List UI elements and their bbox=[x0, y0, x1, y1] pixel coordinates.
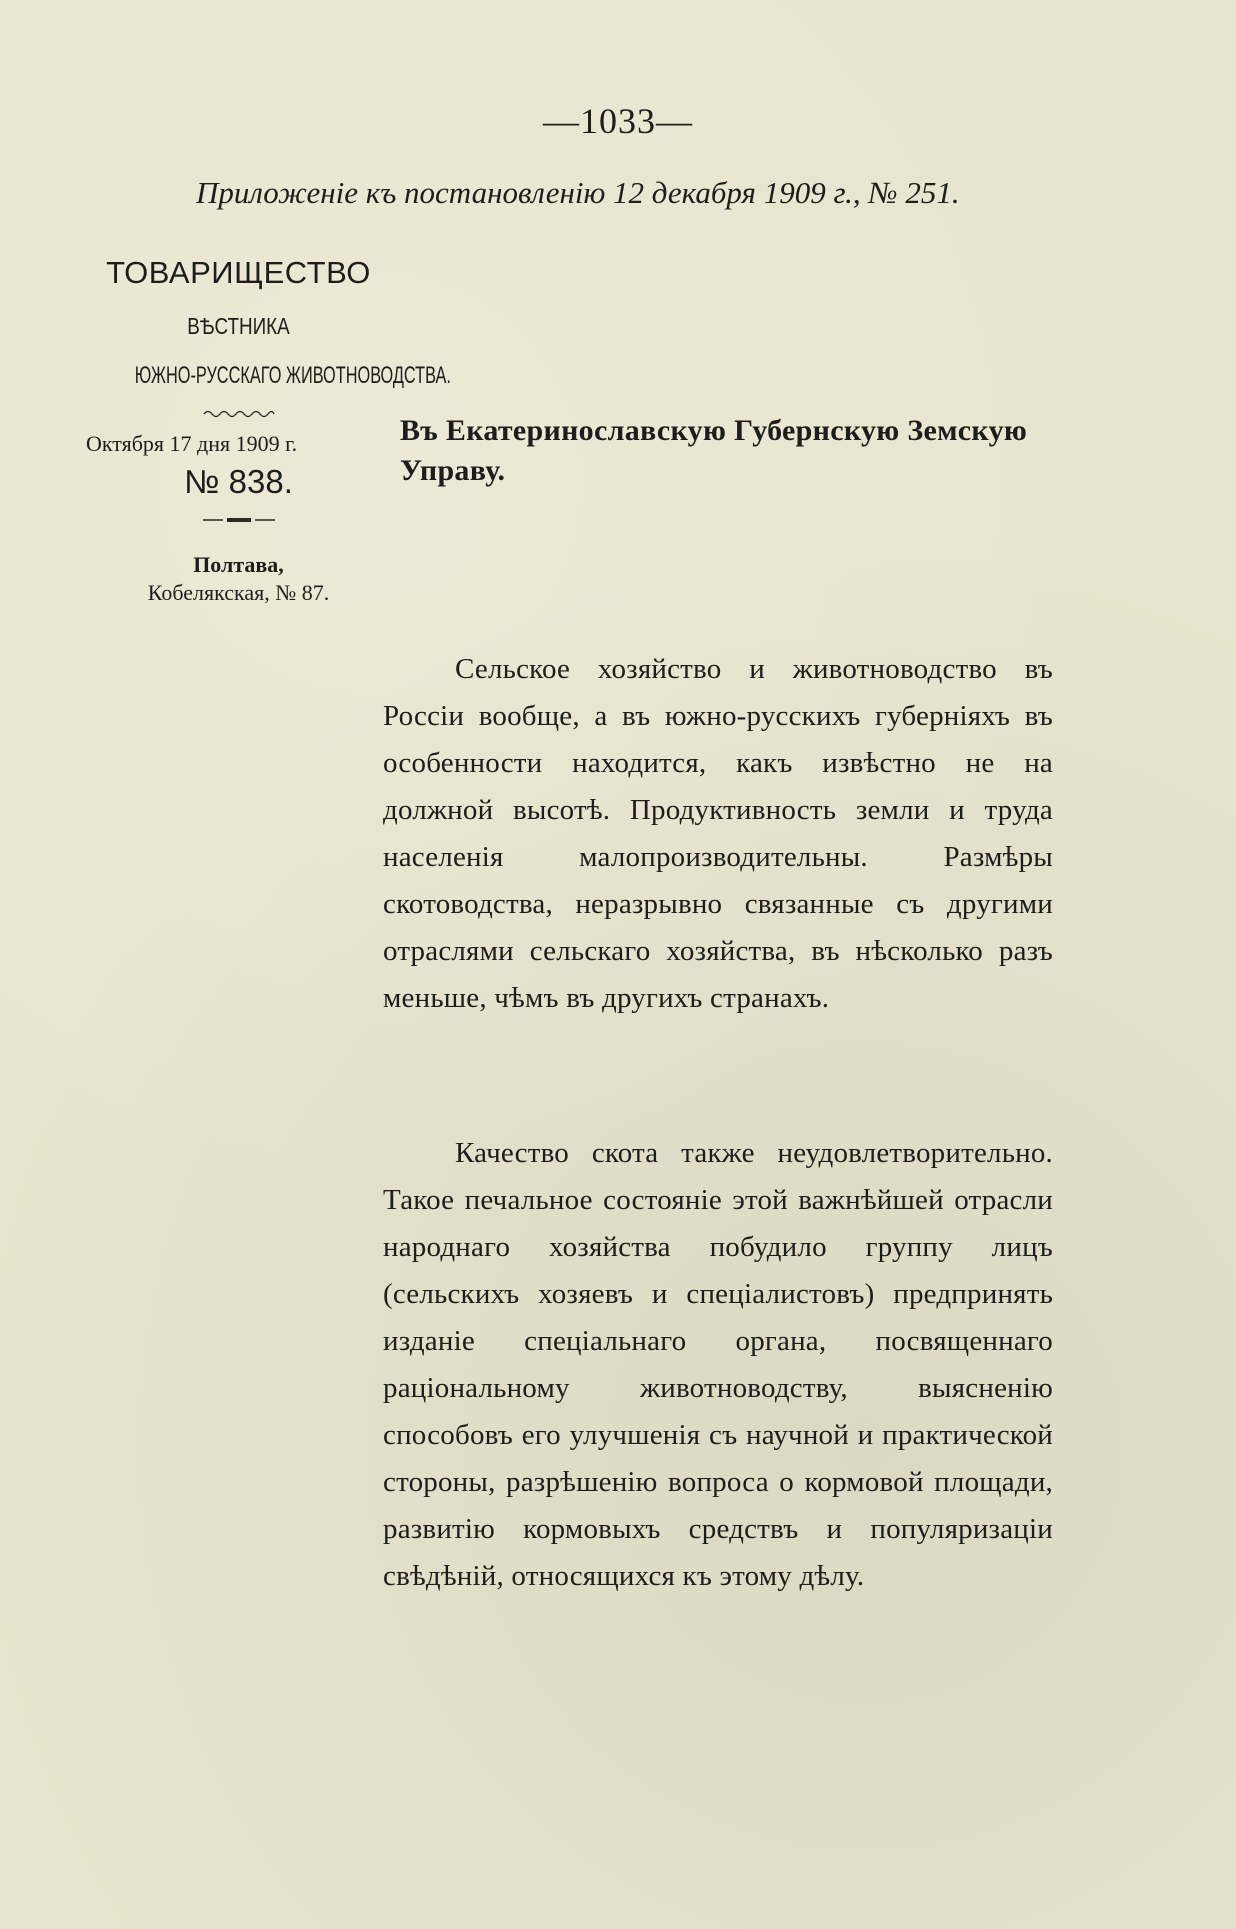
annex-note: Приложенiе къ постановленiю 12 декабря 1909 г., № 251. bbox=[196, 175, 960, 210]
document-date: Октября 17 дня 1909 г. bbox=[86, 431, 298, 456]
document-number: № 838. bbox=[184, 463, 293, 500]
short-rule-divider-icon bbox=[199, 515, 279, 525]
org-name-line-1: ТОВАРИЩЕСТВО bbox=[106, 255, 371, 290]
letterhead bbox=[86, 255, 451, 606]
org-name-line-2: ВѢСТНИКА bbox=[187, 313, 290, 339]
recipient-address: Въ Екатеринославскую Губернскую Земскую Управу. bbox=[400, 414, 1028, 487]
body-paragraph-2: Качество скота также неудовлетворительно. Такое печальное состоянiе этой важнѣйшей отрасли народнаго хозяйства побудило группу лицъ (сельскихъ хозяевъ и спецiалистовъ) предпринять изданiе спецiальнаго органа, посвященнаго рацiональному животноводству, выясненiю способовъ его улучшенiя съ научной и практической стороны, разрѣшенiю вопроса о кормовой площади, развитiю кормовыхъ средствъ и популяризацiи свѣдѣнiй, относящихся къ этому дѣлу. bbox=[383, 1137, 1053, 1592]
body-paragraph-1: Сельское хозяйство и животноводство въ Россiи вообще, а въ южно-русскихъ губернiяхъ въ особенности находится, какъ извѣстно не на должной высотѣ. Продуктивность земли и труда населенiя малопроизводительны. Размѣры скотоводства, неразрывно связанные съ другими отраслями сельскаго хозяйства, въ нѣсколько разъ меньше, чѣмъ въ другихъ странахъ. bbox=[383, 653, 1053, 1014]
page-number: —1033— bbox=[543, 101, 693, 141]
sender-address: Кобелякская, № 87. bbox=[147, 580, 330, 605]
wavy-divider-icon bbox=[202, 408, 276, 418]
org-name-line-3: ЮЖНО-РУССКАГО ЖИВОТНОВОДСТВА. bbox=[134, 362, 451, 389]
sender-city: Полтава, bbox=[193, 552, 284, 577]
